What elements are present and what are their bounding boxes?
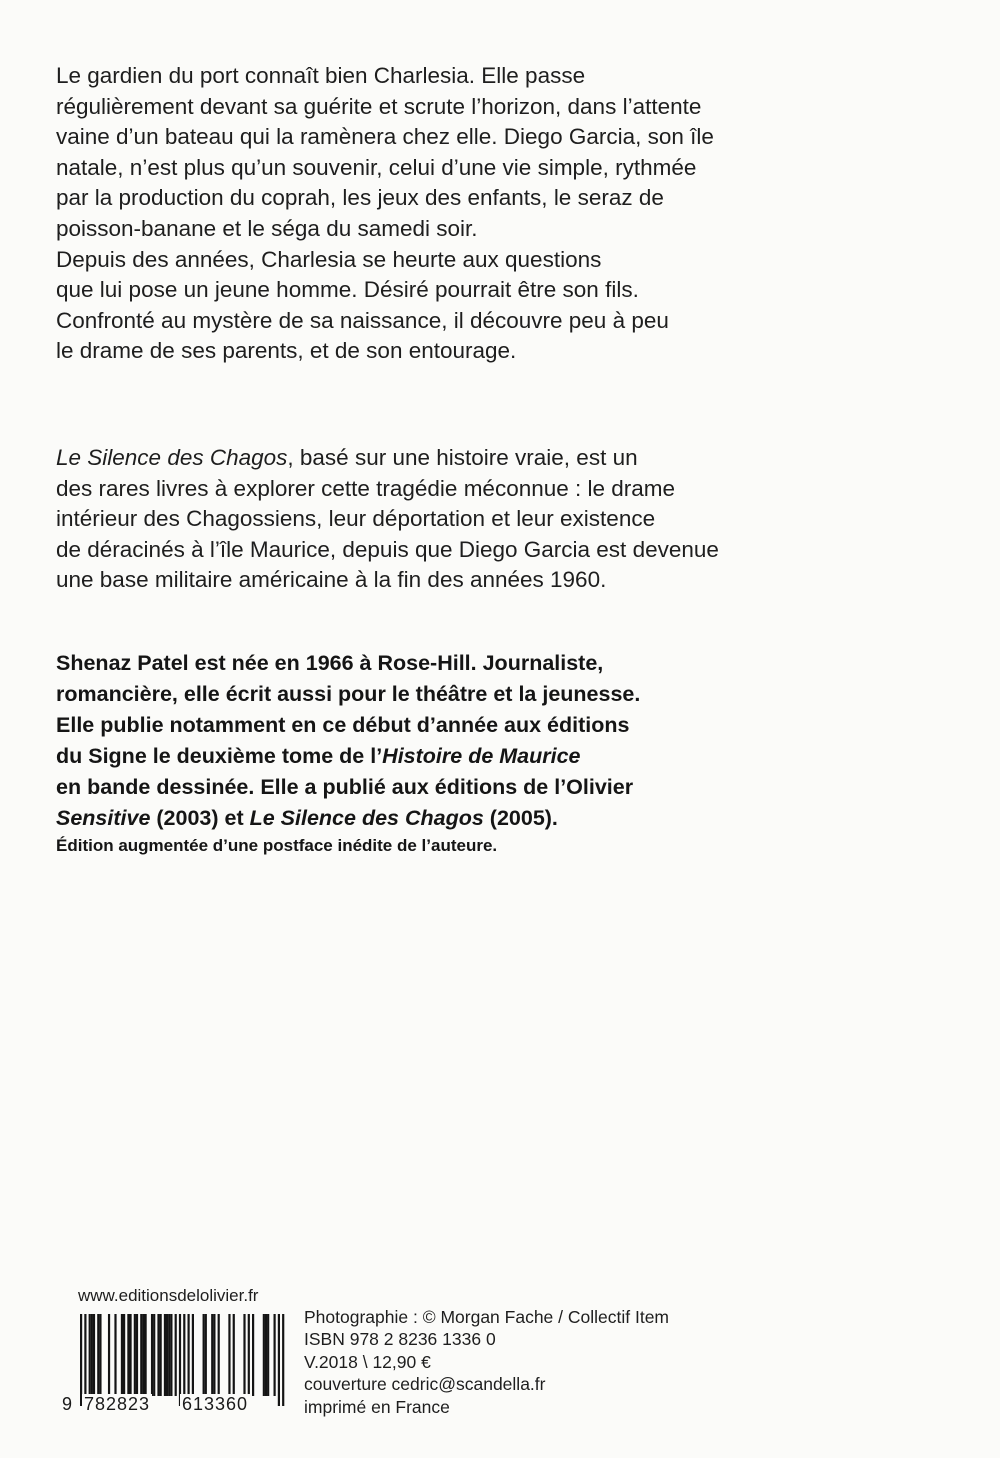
book-description-first-line-rest: , basé sur une histoire vraie, est un bbox=[287, 445, 638, 470]
barcode-bar bbox=[170, 1314, 172, 1396]
summary-line: par la production du coprah, les jeux des enfants, le seraz de bbox=[56, 185, 664, 211]
barcode-bar bbox=[97, 1314, 99, 1396]
barcode-bar bbox=[108, 1314, 110, 1396]
barcode-bar bbox=[203, 1314, 205, 1396]
barcode-digits bbox=[62, 1392, 288, 1420]
barcode-bar bbox=[205, 1314, 207, 1396]
barcode-bar bbox=[145, 1314, 147, 1396]
barcode-bar bbox=[192, 1314, 194, 1396]
summary-line: le drame de ses parents, et de son entourage. bbox=[56, 338, 517, 364]
isbn-text: ISBN 978 2 8236 1336 0 bbox=[304, 1329, 496, 1350]
isbn-barcode bbox=[62, 1314, 288, 1420]
bio-text: (2005). bbox=[483, 806, 558, 830]
author-bio bbox=[56, 648, 956, 834]
barcode-bar bbox=[160, 1314, 162, 1396]
barcode-bar bbox=[142, 1314, 144, 1396]
summary-line: Confronté au mystère de sa naissance, il découvre peu à peu bbox=[56, 307, 669, 333]
barcode-bar bbox=[114, 1314, 116, 1396]
photo-credit: Photographie : © Morgan Fache / Collectif Item bbox=[304, 1307, 670, 1327]
bio-line: Elle publie notamment en ce début d’année aux éditions bbox=[56, 713, 630, 737]
barcode-bar bbox=[129, 1314, 131, 1396]
book-title-italic: Le Silence des Chagos bbox=[56, 445, 288, 470]
cover-credit: couverture cedric@scandella.fr bbox=[304, 1374, 546, 1395]
barcode-bar bbox=[218, 1314, 220, 1396]
barcode-bar bbox=[127, 1314, 129, 1396]
summary-line: Depuis des années, Charlesia se heurte aux questions bbox=[56, 246, 602, 272]
barcode-bar bbox=[93, 1314, 95, 1396]
barcode-bar bbox=[274, 1314, 276, 1396]
price-text: V.2018 \ 12,90 € bbox=[304, 1351, 431, 1372]
barcode-bar bbox=[140, 1314, 142, 1396]
barcode-bar bbox=[89, 1314, 91, 1396]
book-description-first-line bbox=[56, 443, 956, 474]
credits-block bbox=[304, 1306, 669, 1418]
barcode-bar bbox=[153, 1314, 155, 1396]
barcode-bar bbox=[164, 1314, 166, 1396]
barcode-bar bbox=[263, 1314, 265, 1396]
barcode-bar bbox=[252, 1314, 254, 1396]
barcode-bar bbox=[267, 1314, 269, 1396]
book-description-line: une base militaire américaine à la fin des années 1960. bbox=[56, 567, 607, 593]
barcode-left-group: 782823 bbox=[84, 1394, 151, 1414]
book-description-line: des rares livres à explorer cette tragédie méconnue : le drame bbox=[56, 475, 676, 501]
barcode-bar bbox=[166, 1314, 168, 1396]
barcode-bar bbox=[123, 1314, 125, 1396]
printed-in: imprimé en France bbox=[304, 1396, 450, 1417]
barcode-first-digit: 9 bbox=[62, 1394, 73, 1414]
summary-line: que lui pose un jeune homme. Désiré pourrait être son fils. bbox=[56, 277, 639, 303]
barcode-bar bbox=[243, 1314, 245, 1396]
bio-text: (2003) et bbox=[150, 806, 250, 830]
barcode-bar bbox=[168, 1314, 170, 1396]
barcode-bar bbox=[157, 1314, 159, 1396]
book-description-paragraph bbox=[56, 443, 956, 596]
barcode-bar bbox=[265, 1314, 267, 1396]
barcode-bar bbox=[99, 1314, 101, 1396]
barcode-right-group: 613360 bbox=[182, 1394, 249, 1414]
barcode-bar bbox=[151, 1314, 153, 1396]
bio-line: Shenaz Patel est née en 1966 à Rose-Hill. Journaliste, bbox=[56, 651, 604, 675]
bio-book-title: Histoire de Maurice bbox=[382, 744, 581, 768]
barcode-bar bbox=[188, 1314, 190, 1396]
barcode-bar bbox=[175, 1314, 177, 1396]
barcode-bar bbox=[233, 1314, 235, 1396]
summary-line: natale, n’est plus qu’un souvenir, celui d’une vie simple, rythmée bbox=[56, 154, 697, 180]
summary-line: régulièrement devant sa guérite et scrute l’horizon, dans l’attente bbox=[56, 93, 702, 119]
bio-line: romancière, elle écrit aussi pour le théâtre et la jeunesse. bbox=[56, 682, 641, 706]
summary-line: poisson-banane et le séga du samedi soir. bbox=[56, 215, 478, 241]
edition-note: Édition augmentée d’une postface inédite de l’auteure. bbox=[56, 836, 498, 855]
bio-text: du Signe le deuxième tome de l’ bbox=[56, 744, 383, 768]
book-description-line: de déracinés à l’île Maurice, depuis que Diego Garcia est devenue bbox=[56, 536, 719, 562]
summary-line: Le gardien du port connaît bien Charlesia. Elle passe bbox=[56, 63, 586, 88]
summary-line: vaine d’un bateau qui la ramènera chez elle. Diego Garcia, son île bbox=[56, 124, 714, 150]
bio-line bbox=[56, 803, 956, 834]
barcode-bar bbox=[213, 1314, 215, 1396]
publisher-website: www.editionsdelolivier.fr bbox=[78, 1286, 259, 1305]
barcode-bar bbox=[134, 1314, 136, 1396]
barcode-bar bbox=[136, 1314, 138, 1396]
summary-paragraph bbox=[56, 61, 956, 367]
bio-book-title: Sensitive bbox=[56, 806, 151, 830]
barcode-bar bbox=[228, 1314, 230, 1396]
barcode-bar bbox=[121, 1314, 123, 1396]
bio-book-title: Le Silence des Chagos bbox=[249, 806, 484, 830]
book-description-line: intérieur des Chagossiens, leur déportation et leur existence bbox=[56, 506, 656, 532]
barcode-bar bbox=[211, 1314, 213, 1396]
barcode-bar bbox=[248, 1314, 250, 1396]
barcode-bar bbox=[91, 1314, 93, 1396]
bio-line: en bande dessinée. Elle a publié aux éditions de l’Olivier bbox=[56, 775, 634, 799]
bio-line bbox=[56, 741, 956, 772]
